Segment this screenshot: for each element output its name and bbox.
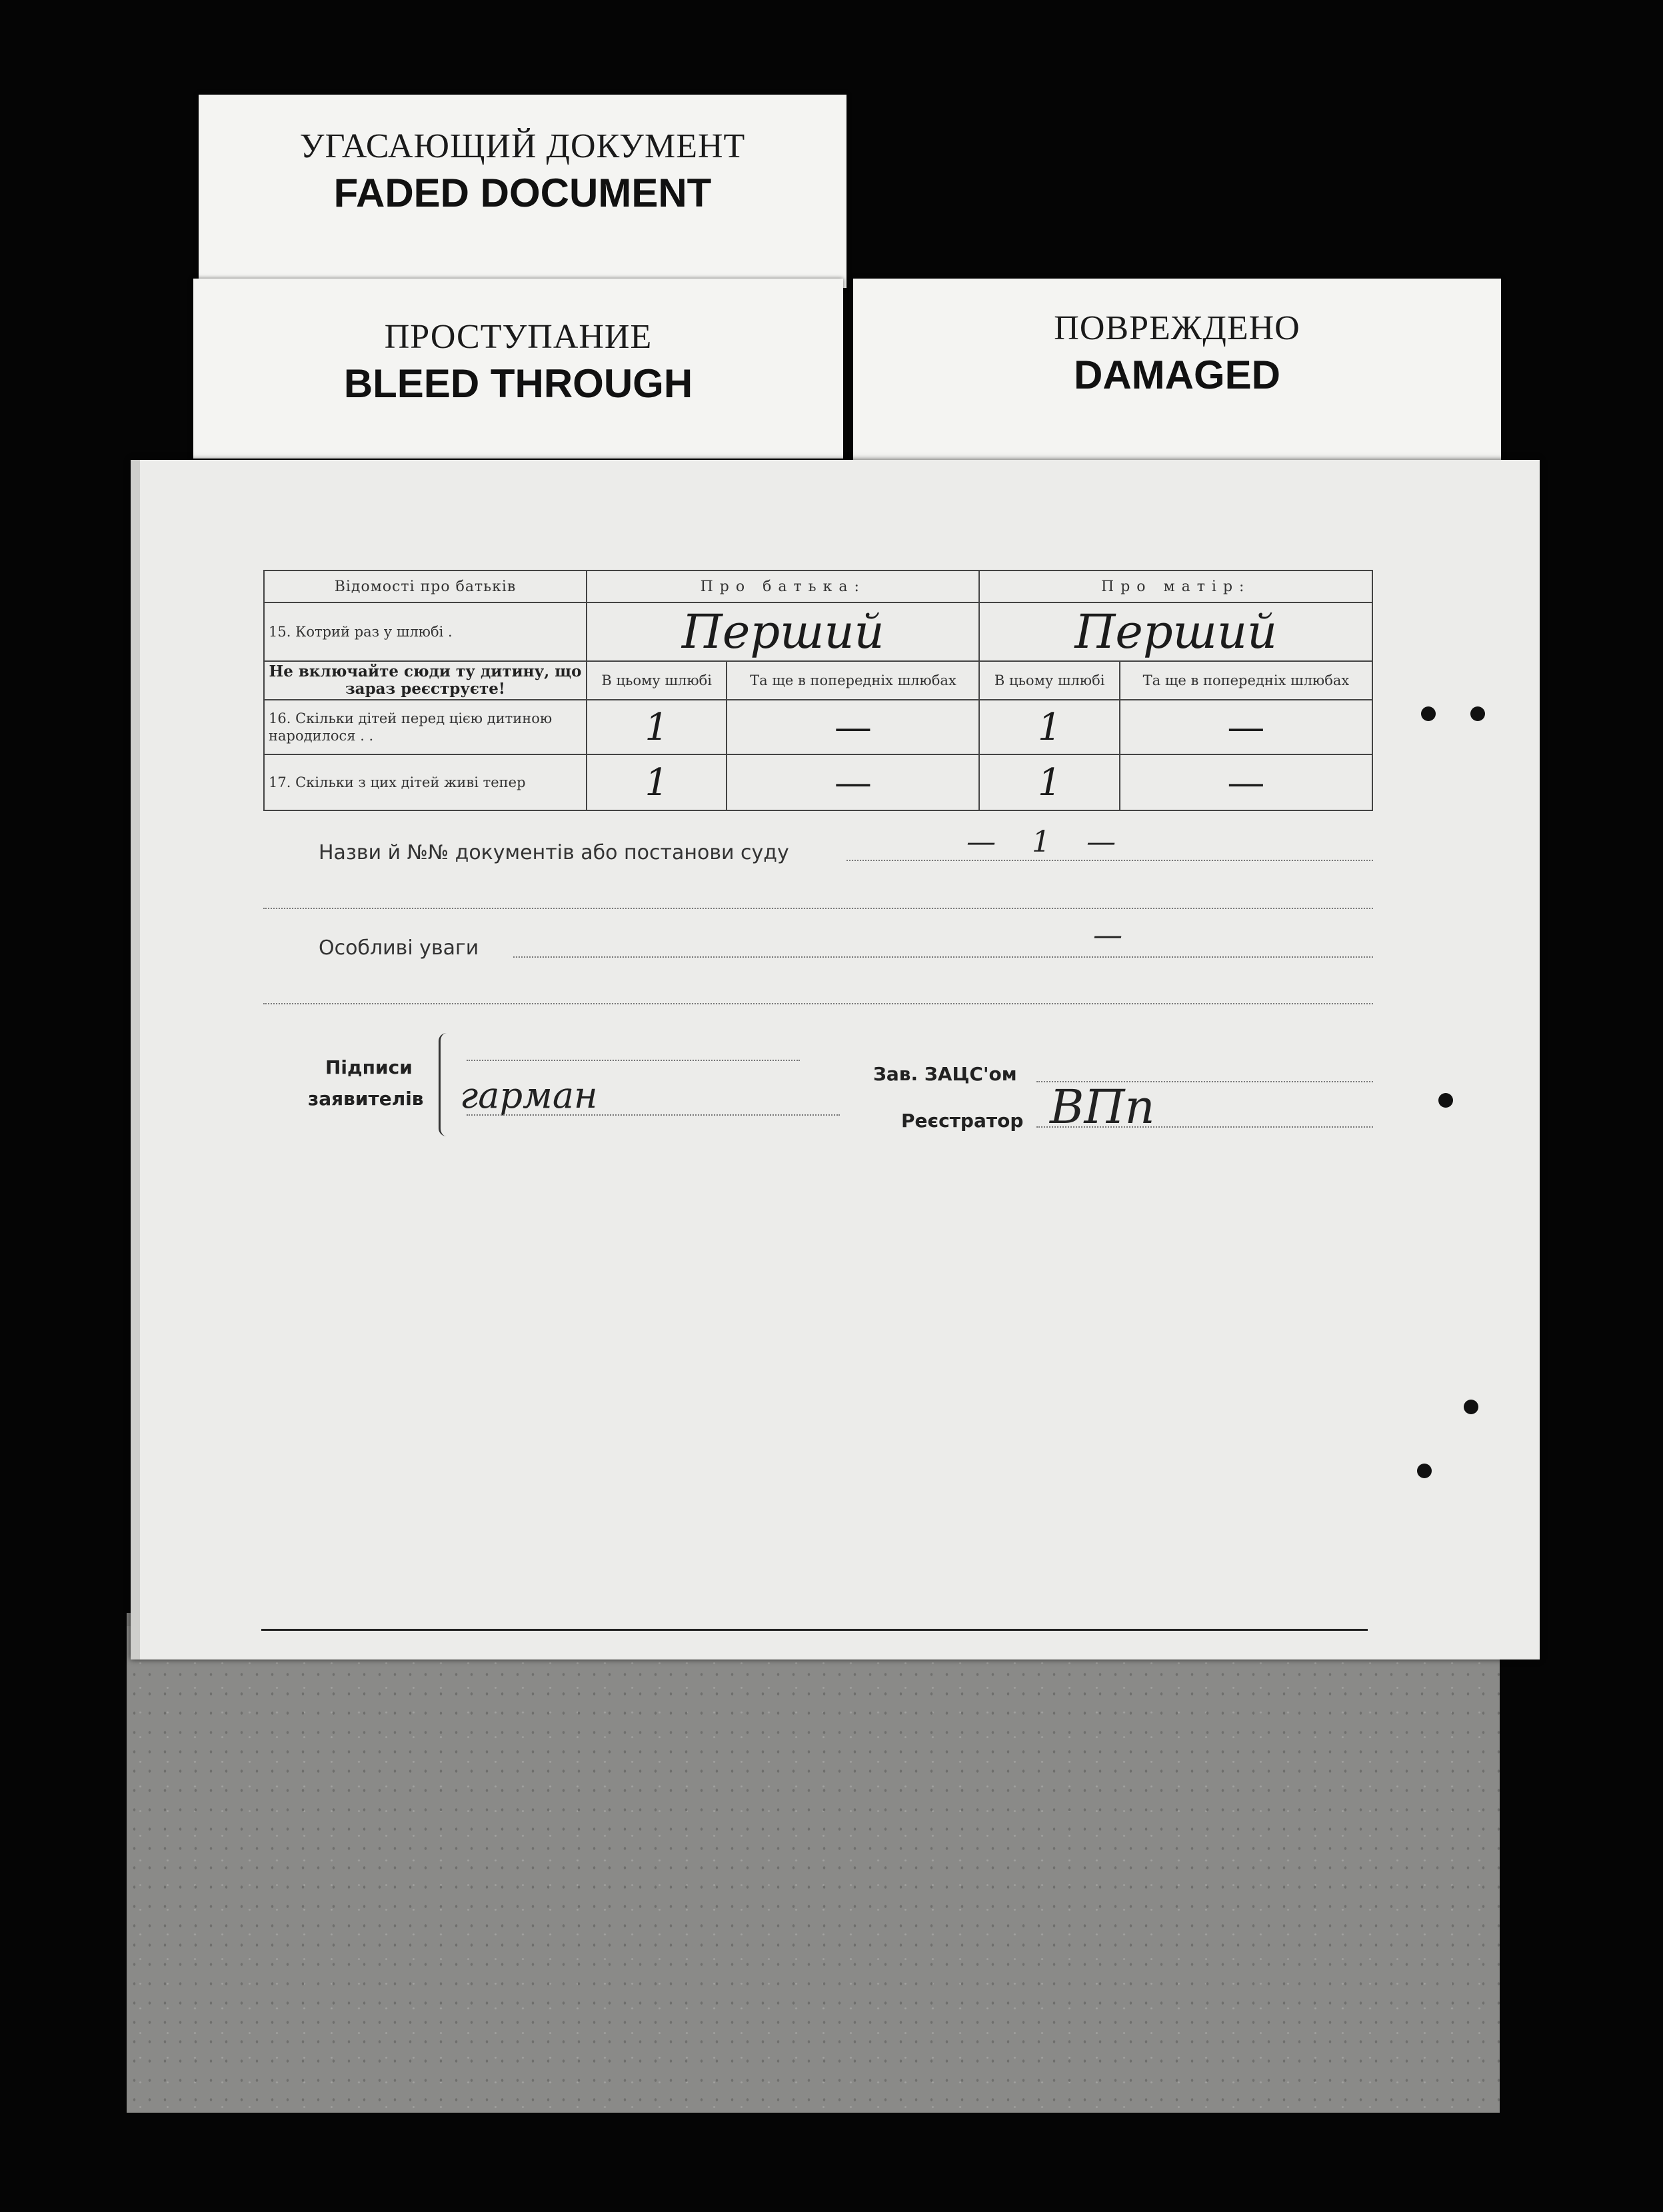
mother-this-marriage-header: В цьому шлюбі [979, 661, 1119, 700]
row17-mother-this: 1 [979, 754, 1119, 810]
parents-table [263, 570, 1373, 811]
punch-hole [1470, 706, 1485, 721]
damaged-tag-ru: ПОВРЕЖДЕНО [1054, 309, 1300, 347]
documents-value: — 1 — [966, 825, 1129, 859]
row16-mother-this: 1 [979, 700, 1119, 754]
damaged-tag [853, 279, 1501, 465]
father-this-marriage-header: В цьому шлюбі [587, 661, 727, 700]
registrar-line [1036, 1126, 1373, 1128]
row17-father-prev: — [727, 754, 979, 810]
applicant-signature: гарман [460, 1074, 598, 1116]
signature-line-1 [467, 1060, 800, 1061]
header-father: Про батька: [587, 570, 979, 602]
signatures-label-1: Підписи [325, 1056, 413, 1078]
documents-label: Назви й №№ документів або постанови суду [319, 841, 789, 864]
row16-label: 16. Скільки дітей перед цією дитиною народилося . . [264, 700, 587, 754]
notes-value: — [1093, 918, 1122, 952]
faded-document-tag [199, 95, 846, 288]
header-mother: Про матір: [979, 570, 1372, 602]
faded-tag-en: FADED DOCUMENT [333, 171, 712, 215]
notes-line [513, 956, 1373, 958]
row17-mother-prev: — [1120, 754, 1372, 810]
note-label: Не включайте сюди ту дитину, що зараз реєструєте! [264, 661, 587, 700]
bleed-tag-ru: ПРОСТУПАНИЕ [384, 318, 653, 356]
punch-hole [1421, 706, 1436, 721]
parents-info-form [263, 570, 1373, 811]
damaged-tag-en: DAMAGED [1074, 353, 1280, 397]
bleed-through-tag [193, 279, 843, 459]
bleed-tag-en: BLEED THROUGH [343, 361, 693, 406]
documents-line-2 [263, 908, 1373, 909]
notes-label: Особливі уваги [319, 936, 479, 960]
cardboard-backing [127, 1626, 1500, 2113]
row17-father-this: 1 [587, 754, 727, 810]
punch-hole [1464, 1400, 1478, 1414]
registrar-label: Реєстратор [901, 1110, 1024, 1132]
head-zags-label: Зав. ЗАЦС'ом [873, 1063, 1017, 1085]
row16-father-this: 1 [587, 700, 727, 754]
row15-label: 15. Котрий раз у шлюбі . [264, 602, 587, 661]
row17-label: 17. Скільки з цих дітей живі тепер [264, 754, 587, 810]
signatures-brace [439, 1033, 454, 1136]
bottom-rule [261, 1629, 1368, 1631]
registrar-signature: ВПп [1050, 1080, 1155, 1134]
row16-mother-prev: — [1120, 700, 1372, 754]
father-prev-marriage-header: Та ще в попередніх шлюбах [727, 661, 979, 700]
signature-line-2 [467, 1114, 840, 1116]
notes-line-2 [263, 1003, 1373, 1004]
punch-hole [1438, 1093, 1453, 1108]
mother-prev-marriage-header: Та ще в попередніх шлюбах [1120, 661, 1372, 700]
header-col0: Відомості про батьків [264, 570, 587, 602]
row16-father-prev: — [727, 700, 979, 754]
documents-line [846, 860, 1373, 861]
signatures-label-2: заявителів [308, 1088, 424, 1110]
faded-tag-ru: УГАСАЮЩИЙ ДОКУМЕНТ [299, 127, 746, 165]
row15-father-value: Перший [587, 602, 979, 661]
punch-hole [1417, 1464, 1432, 1478]
row15-mother-value: Перший [979, 602, 1372, 661]
